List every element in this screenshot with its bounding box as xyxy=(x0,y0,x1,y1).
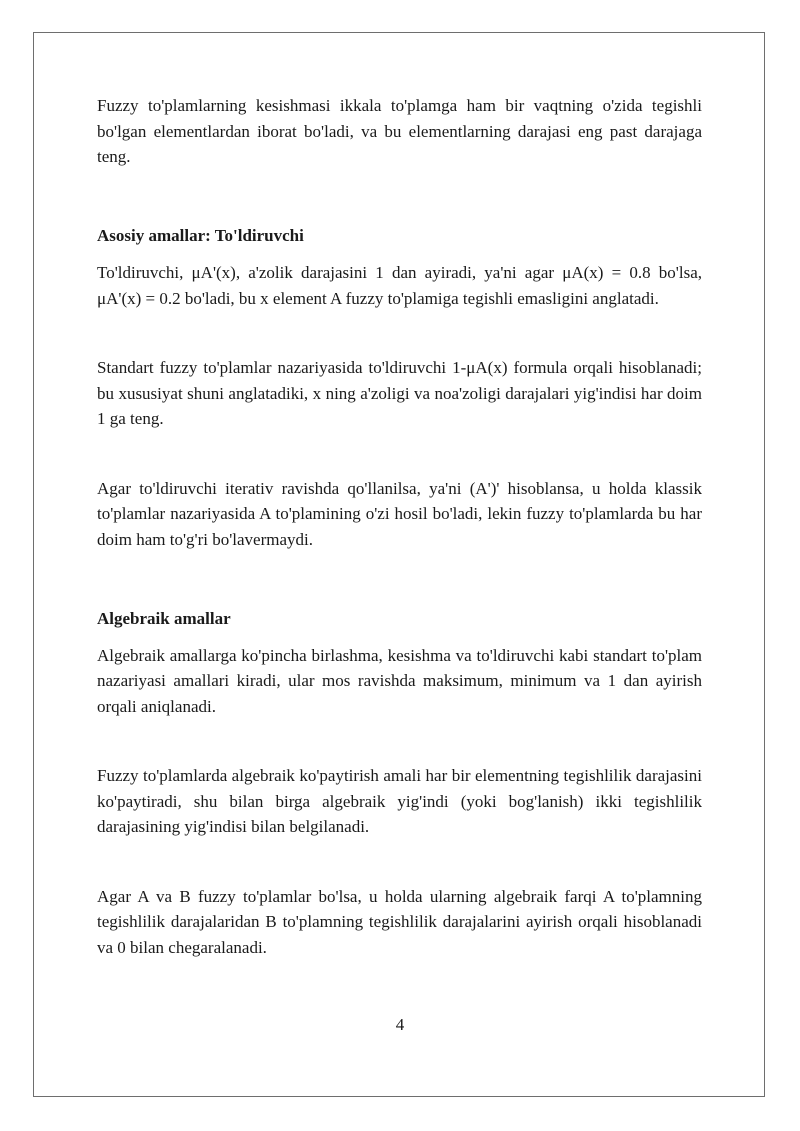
heading-complement: Asosiy amallar: To'ldiruvchi xyxy=(97,225,304,245)
page-content xyxy=(97,93,702,960)
paragraph-algebraic-product: Fuzzy to'plamlarda algebraik ko'paytirish amali har bir elementning tegishlilik darajasini ko'paytiradi, shu bilan birga algebraik yig'indi (yoki bog'lanish) ikki tegishlilik darajasining yig'indisi bilan belgilanadi. xyxy=(97,766,702,836)
heading-algebraic-operations: Algebraik amallar xyxy=(97,609,231,628)
paragraph-algebraic-difference: Agar A va B fuzzy to'plamlar bo'lsa, u holda ularning algebraik farqi A to'plamning tegishlilik darajalaridan B to'plamning tegishlilik darajalarini ayirish orqali hisoblanadi va 0 bilan chegaralanadi. xyxy=(97,886,702,957)
paragraph-iterative-complement: Agar to'ldiruvchi iterativ ravishda qo'llanilsa, ya'ni (A')' hisoblansa, u holda klassik to'plamlar nazariyasida A to'plamining o'zi hosil bo'ladi, lekin fuzzy to'plamlarda bu har doim ham to'g'ri bo'lavermaydi. xyxy=(97,478,702,549)
paragraph-complement-definition: To'ldiruvchi, μA'(x), a'zolik darajasini 1 dan ayiradi, ya'ni agar μA(x) = 0.8 bo'lsa, μA'(x) = 0.2 bo'ladi, bu x element A fuzzy to'plamiga tegishli emasligini anglatadi. xyxy=(97,263,702,308)
paragraph-algebraic-operations: Algebraik amallarga ko'pincha birlashma, kesishma va to'ldiruvchi kabi standart to'plam nazariyasi amallari kiradi, ular mos ravishda maksimum, minimum va 1 dan ayirish orqali aniqlanadi. xyxy=(97,645,702,716)
paragraph-standard-complement: Standart fuzzy to'plamlar nazariyasida to'ldiruvchi 1-μA(x) formula orqali hisoblanadi; bu xususiyat shuni anglatadiki, x ning a'zoligi va noa'zoligi darajalari yig'indisi har doim 1 ga teng. xyxy=(97,358,702,428)
page-number: 4 xyxy=(395,1015,405,1034)
paragraph-intersection: Fuzzy to'plamlarning kesishmasi ikkala to'plamga ham bir vaqtning o'zida tegishli bo'lgan elementlardan iborat bo'ladi, va bu elementlarning darajasi eng past darajaga teng. xyxy=(97,96,702,166)
